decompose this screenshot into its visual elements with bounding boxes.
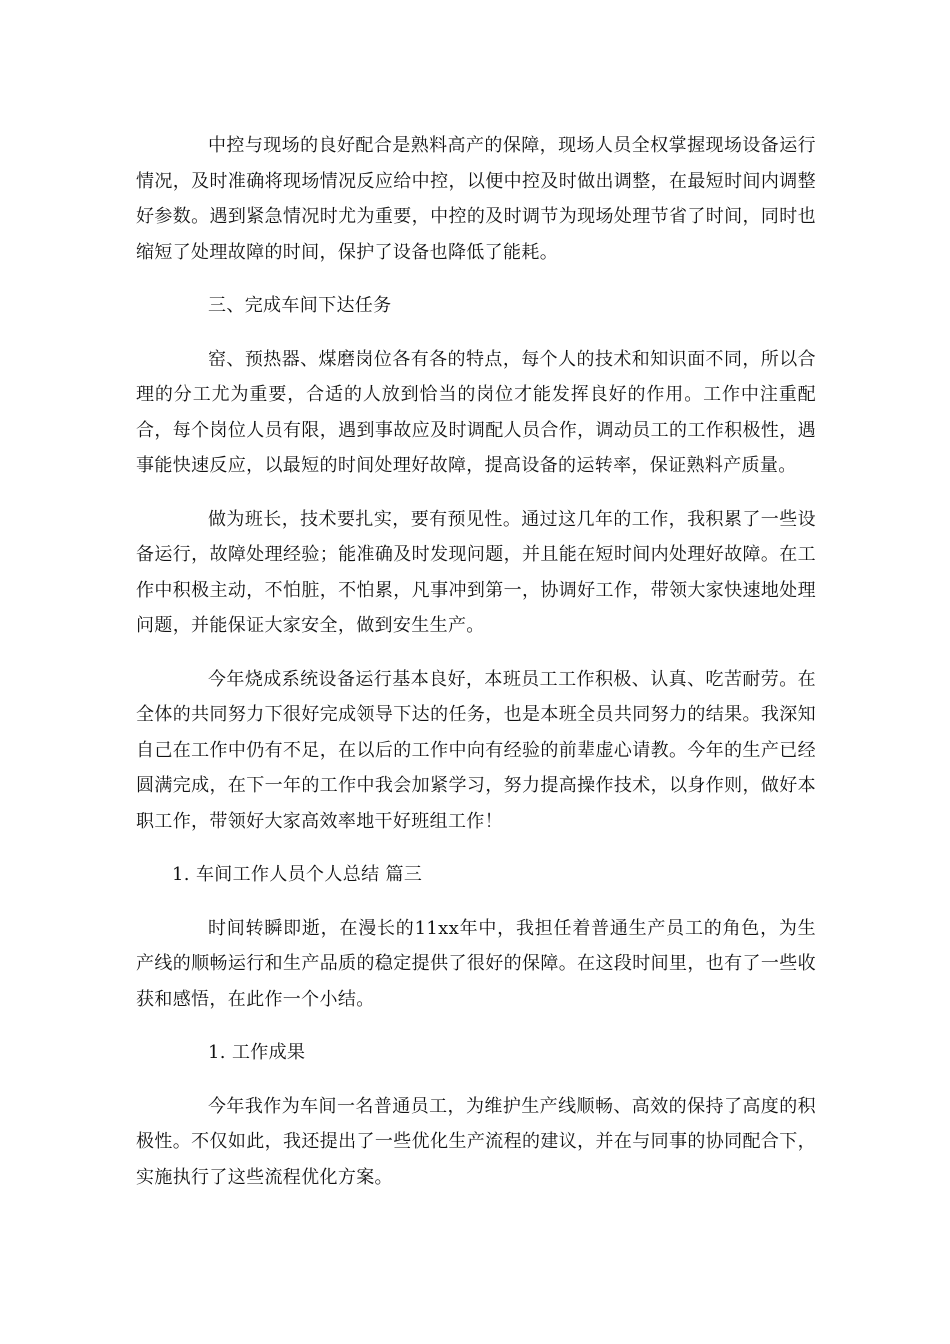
article-heading-part3: 1. 车间工作人员个人总结 篇三 [172, 864, 423, 885]
paragraph-time-passes: 时间转瞬即逝，在漫长的11xx年中，我担任着普通生产员工的角色，为生产线的顺畅运行和生产品质的稳定提供了很好的保障。在这段时间里，也有了一些收获和感悟，在此作一个小结。 [136, 917, 816, 1010]
paragraph-team-leader: 做为班长，技术要扎实，要有预见性。通过这几年的工作，我积累了一些设备运行，故障处理经验；能准确及时发现问题，并且能在短时间内处理好故障。在工作中积极主动，不怕脏，不怕累，凡事冲到第一，协调好工作，带领大家快速地处理问题，并能保证大家安全，做到安生生产。 [136, 508, 816, 636]
spacer [136, 1017, 816, 1035]
spacer [136, 644, 816, 662]
spacer [136, 484, 816, 502]
paragraph-annual-summary: 今年烧成系统设备运行基本良好，本班员工工作积极、认真、吃苦耐劳。在全体的共同努力下很好完成领导下达的任务，也是本班全员共同努力的结果。我深知自己在工作中仍有不足，在以后的工作中向有经验的前辈虚心请教。今年的生产已经圆满完成，在下一年的工作中我会加紧学习，努力提高操作技术，以身作则，做好本职工作，带领好大家高效率地干好班组工作！ [136, 668, 816, 832]
spacer [136, 893, 816, 911]
section-heading-tasks: 三、完成车间下达任务 [208, 295, 392, 316]
paragraph-work-results: 今年我作为车间一名普通员工，为维护生产线顺畅、高效的保持了高度的积极性。不仅如此，我还提出了一些优化生产流程的建议，并在与同事的协同配合下，实施执行了这些流程优化方案。 [136, 1095, 816, 1188]
document-page [136, 128, 816, 1195]
spacer [136, 839, 816, 857]
spacer [136, 324, 816, 342]
paragraph-division-of-labor: 窑、预热器、煤磨岗位各有各的特点，每个人的技术和知识面不同，所以合理的分工尤为重要，合适的人放到恰当的岗位才能发挥良好的作用。工作中注重配合，每个岗位人员有限，遇到事故应及时调配人员合作，调动员工的工作积极性，遇事能快速反应，以最短的时间处理好故障，提高设备的运转率，保证熟料产质量。 [136, 348, 816, 476]
spacer [136, 1071, 816, 1089]
spacer [136, 270, 816, 288]
subheading-work-results: 1. 工作成果 [208, 1042, 306, 1063]
paragraph-coordination: 中控与现场的良好配合是熟料高产的保障，现场人员全权掌握现场设备运行情况，及时准确将现场情况反应给中控，以便中控及时做出调整，在最短时间内调整好参数。遇到紧急情况时尤为重要，中控的及时调节为现场处理节省了时间，同时也缩短了处理故障的时间，保护了设备也降低了能耗。 [136, 135, 816, 263]
